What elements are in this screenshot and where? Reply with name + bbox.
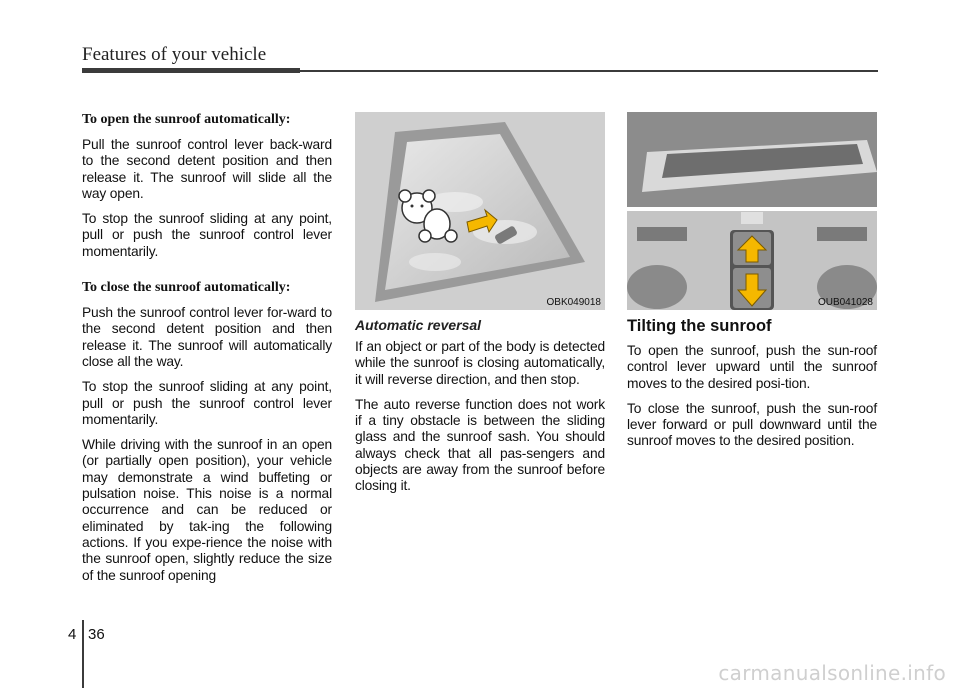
open-paragraph: Pull the sunroof control lever back-ward to the second detent position and then release it. The sunroof will slide all the way open. [82, 137, 332, 201]
stop-paragraph-1: To stop the sunroof sliding at any point, pull or push the sunroof control lever momentarily. [82, 211, 332, 259]
wind-noise-paragraph: While driving with the sunroof in an open (or partially open position), your vehicle may demonstrate a wind buffeting or pulsation noise. This noise is a normal occurrence and can be reduced or eliminated by tak-ing the following actions. If you expe-rience the noise with the sunroof open, slightly reduce the size of the sunroof opening [82, 437, 332, 583]
stop-paragraph-2: To stop the sunroof sliding at any point, pull or push the sunroof control lever momentarily. [82, 379, 332, 427]
reversal-paragraph-2: The auto reverse function does not work if a tiny obstacle is between the sliding glass and the sunroof sash. You should always check that all pas-sengers and objects are away from the sunroof before closing it. [355, 396, 605, 494]
tilt-open-paragraph: To open the sunroof, push the sun-roof control lever upward until the sunroof moves to the desired posi-tion. [627, 343, 877, 391]
close-automatically-heading: To close the sunroof automatically: [82, 280, 291, 296]
open-automatically-heading: To open the sunroof automatically: [82, 112, 291, 127]
automatic-reversal-heading: Automatic reversal [355, 317, 482, 333]
figure-code: OBK049018 [546, 297, 601, 308]
header-rule-thick [82, 68, 300, 73]
column-3 [627, 112, 877, 459]
header-rule [300, 70, 878, 72]
page-header-title: Features of your vehicle [82, 44, 267, 65]
page-number: 36 [88, 626, 105, 643]
sunroof-tilt-drawing [627, 112, 877, 310]
watermark: carmanualsonline.info [718, 661, 946, 685]
tilting-sunroof-heading: Tilting the sunroof [627, 317, 772, 335]
footer-rule [82, 620, 84, 688]
chapter-number: 4 [68, 626, 77, 643]
column-2 [355, 112, 605, 504]
sunroof-reversal-illustration [355, 112, 605, 310]
sunroof-reversal-drawing [355, 112, 605, 310]
close-paragraph: Push the sunroof control lever for-ward to the second detent position and then release it. The sunroof will automatically close all the way. [82, 305, 332, 369]
tilt-close-paragraph: To close the sunroof, push the sun-roof lever forward or pull downward until the sunroof moves to the desired position. [627, 400, 877, 449]
sunroof-tilt-illustration [627, 112, 877, 310]
reversal-paragraph-1: If an object or part of the body is detected while the sunroof is closing automatically, it will reverse direction, and then stop. [355, 339, 605, 387]
column-1 [82, 112, 332, 593]
figure-code: OUB041028 [817, 297, 873, 308]
